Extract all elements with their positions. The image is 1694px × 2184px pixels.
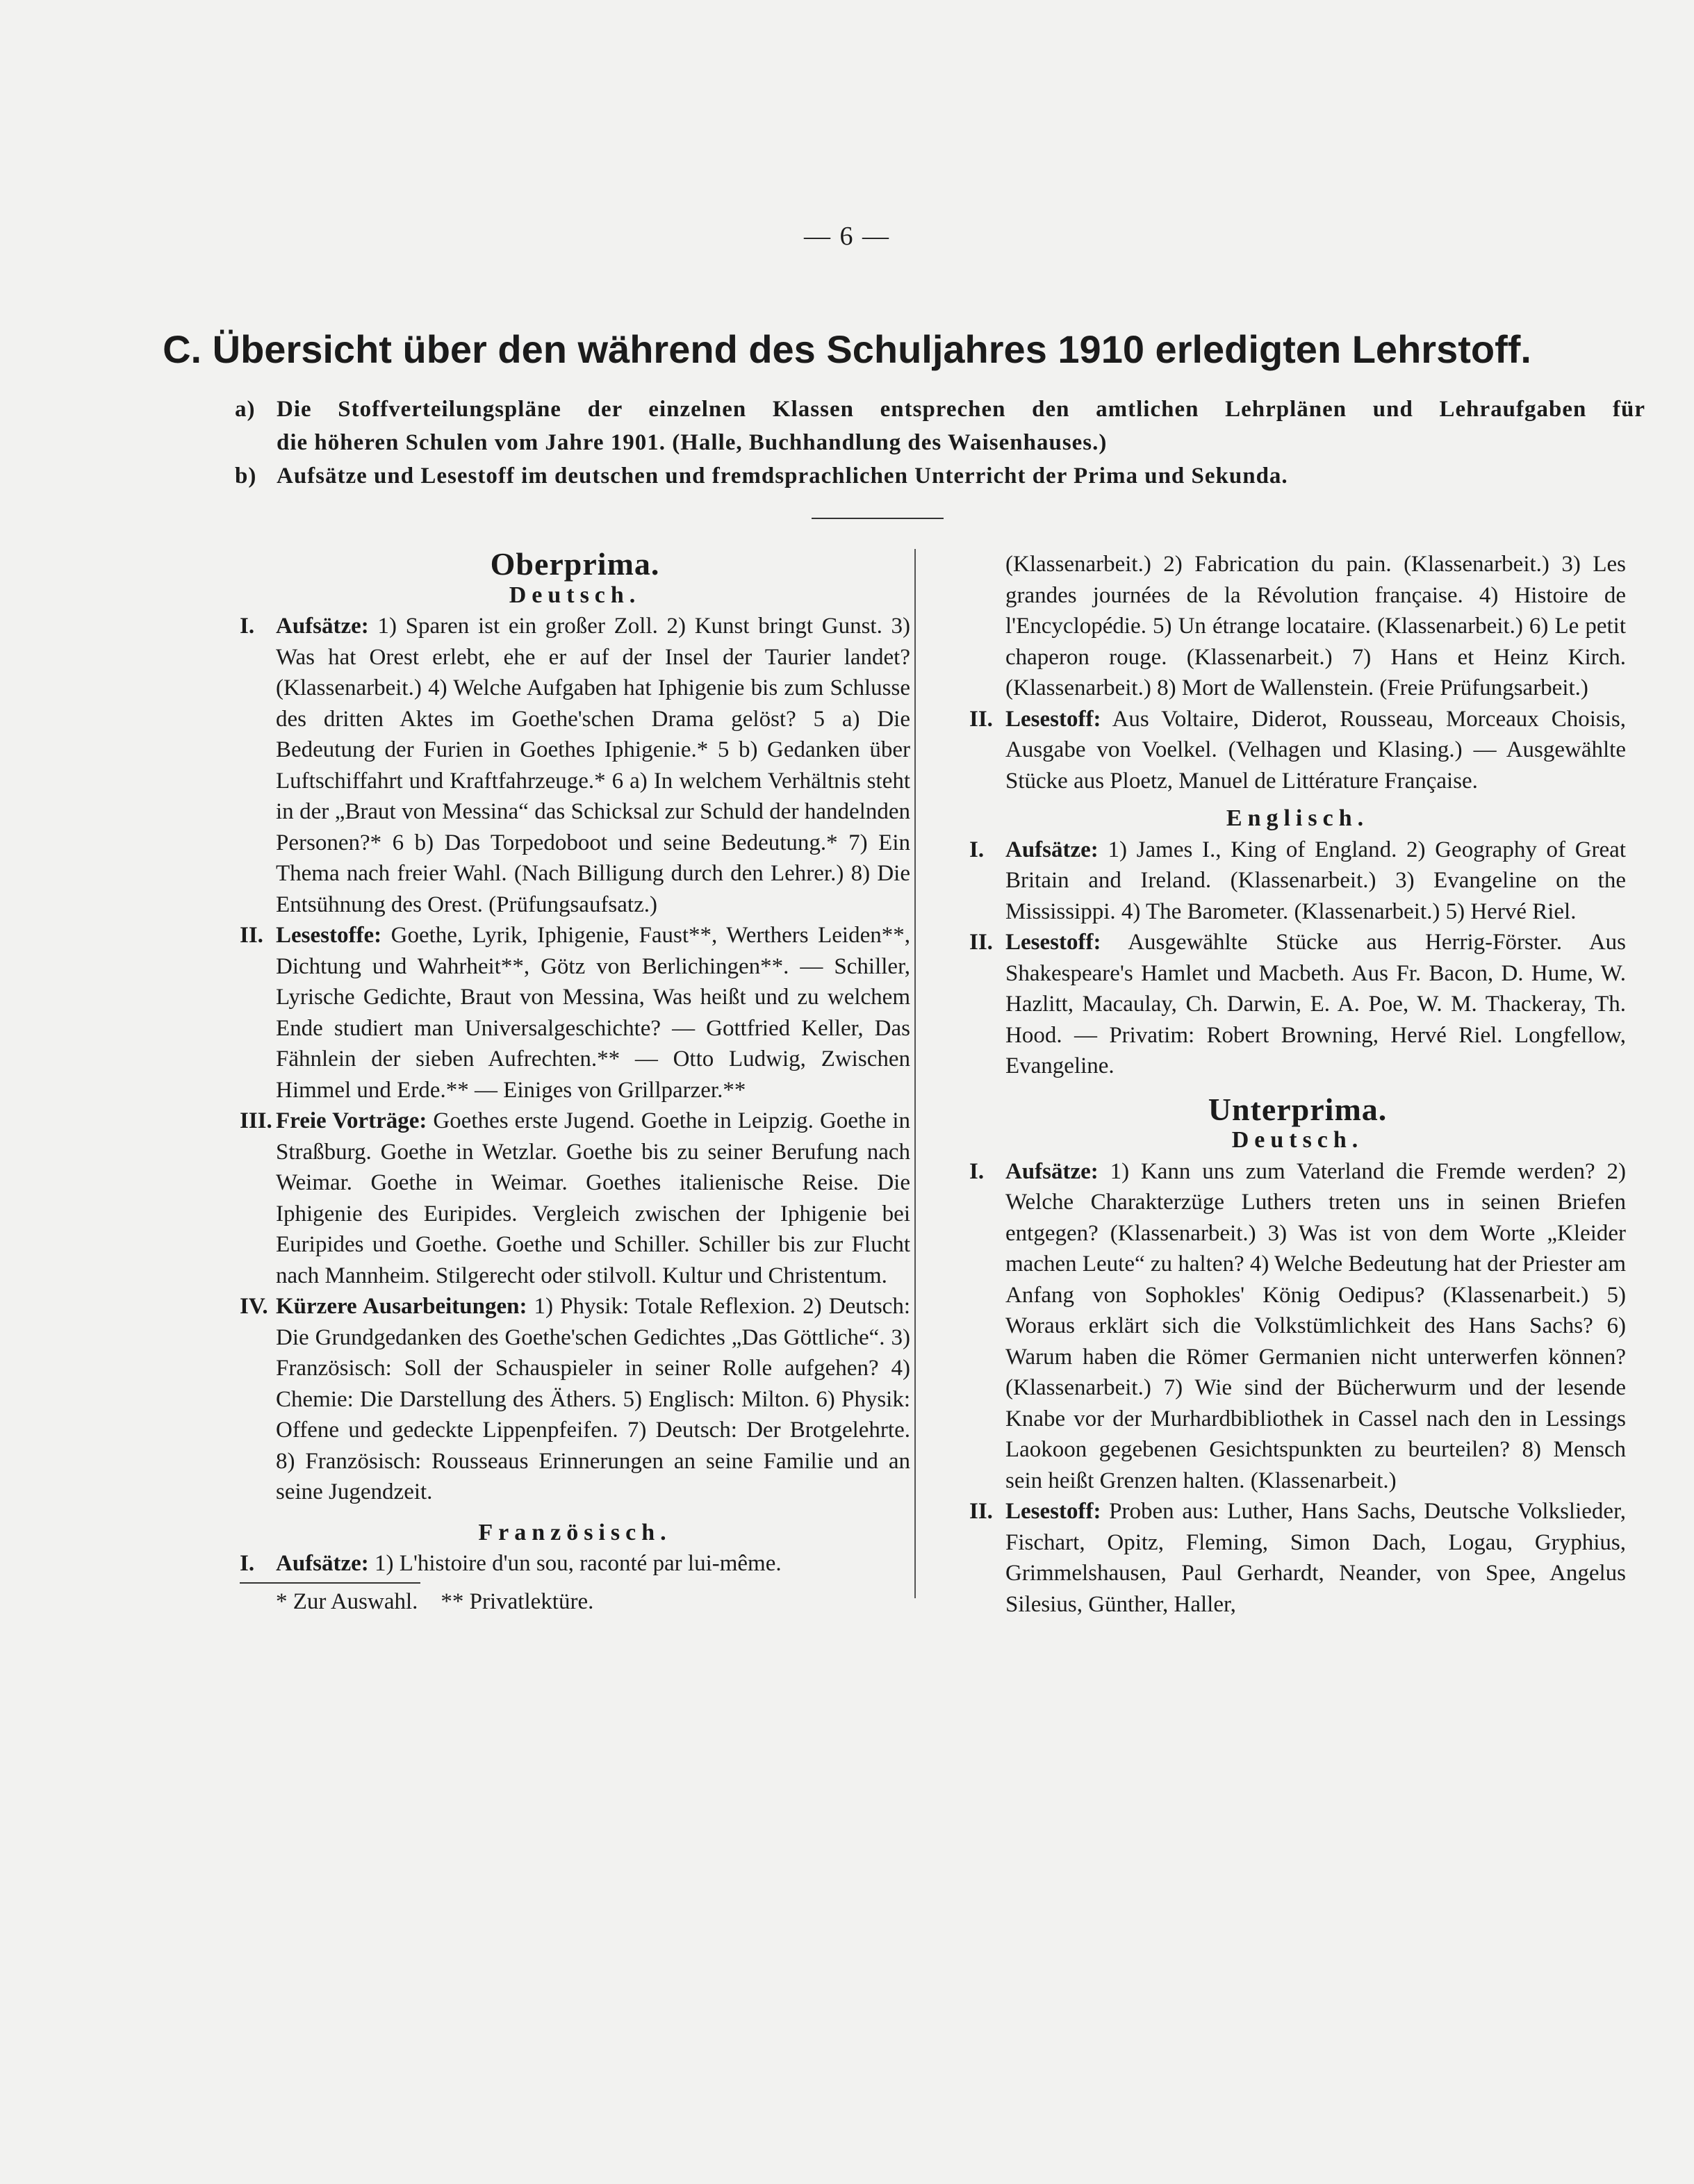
subject-title-franzoesisch: Französisch. [478,1519,672,1545]
entry [969,835,1626,928]
intro-b-text: Aufsätze und Lesestoff im deutschen und fremdsprachlichen Unterricht der Prima und Sekunda. [277,463,1288,488]
entry [240,920,910,1106]
intro-a-label: a) [235,397,256,422]
entry-lead: Aufsätze: [1005,1158,1099,1184]
entry-lead: Freie Vorträge: [276,1108,427,1133]
entry [240,611,910,920]
footnote: * Zur Auswahl. ** Privatlektüre. [276,1588,594,1614]
entry-text: Goethe, Lyrik, Iphigenie, Faust**, Werthers Leiden**, Dichtung und Wahrheit**, Götz von Berlichingen**. — Schiller, Lyrische Gedichte, Braut von Messina, Was heißt und zu welchem Ende studiert man Universalgeschichte? — Gottfried Keller, Das Fähnlein der sieben Aufrechten.** — Otto Ludwig, Zwischen Himmel und Erde.** — Einiges von Grillparzer.** [276,923,910,1103]
entry-number: I. [240,1551,255,1576]
subject-title-deutsch-unterprima: Deutsch. [1231,1127,1364,1153]
intro-block [235,393,1645,493]
intro-a-line1: Die Stoffverteilungspläne der einzelnen Klassen entsprechen den amtlichen Lehrplänen und Lehraufgaben für [277,397,1645,422]
entry-number: IV. [240,1294,268,1319]
page-heading: C. Übersicht über den während des Schuljahres 1910 erledigten Lehrstoff. [163,327,1531,371]
entry-text: 1) Kann uns zum Vaterland die Fremde werden? 2) Welche Charakterzüge Luthers treten uns in seinen Briefen entgegen? (Klassenarbeit.) 3) Was ist von dem Worte „Kleider machen Leute“ zu halten? 4) Welche Bedeutung hat der Priester am Anfang von Sophokles' König Oedipus? (Klassenarbeit.) 5) Woraus erklärt sich die Volkstümlichkeit des Hans Sachs? 6) Warum haben die Römer Germanien nicht unterwerfen können? (Klassenarbeit.) 7) Wie sind der Bücherwurm und der lesende Knabe vor der Murhardbibliothek in Cassel nach den in Lessings Laokoon gegebenen Gesichtspunkten zu beurteilen? 8) Mensch sein heißt Grenzen halten. (Klassenarbeit.) [1005,1158,1626,1493]
entry-number: II. [240,923,263,948]
right-franz-list [969,704,1626,797]
entry-text: 1) Physik: Totale Reflexion. 2) Deutsch: Die Grundgedanken des Goethe'schen Gedichtes „Das Göttliche“. 3) Französisch: Soll der Schauspieler in seiner Rolle aufgehen? 4) Chemie: Die Darstellung des Äthers. 5) Englisch: Milton. 6) Physik: Offene und gedeckte Lippenpfeifen. 7) Deutsch: Der Brotgelehrte. 8) Französisch: Rousseaus Erinnerungen an seine Familie und an seine Jugendzeit. [276,1294,910,1504]
entry-text: 1) Sparen ist ein großer Zoll. 2) Kunst bringt Gunst. 3) Was hat Orest erlebt, ehe er auf der Insel der Taurier landet? (Klassenarbeit.) 4) Welche Aufgaben hat Iphigenie bis zum Schlusse des dritten Aktes im Goethe'schen Drama gelöst? 5 a) Die Bedeutung der Furien in Goethes Iphigenie.* 5 b) Gedanken über Luftschiffahrt und Kraftfahrzeuge.* 6 a) In welchem Verhältnis steht in der „Braut von Messina“ das Schicksal zur Schuld der handelnden Personen?* 6 b) Das Torpedoboot und seine Bedeutung.* 7) Ein Thema nach freier Wahl. (Nach Billigung durch den Lehrer.) 8) Die Entsühnung des Orest. (Prüfungsaufsatz.) [276,614,910,917]
right-column [969,549,1626,1620]
entry [969,704,1626,797]
entry-number: II. [969,1499,993,1524]
entry-lead: Lesestoff: [1005,706,1101,732]
section-title-oberprima: Oberprima. [490,546,660,582]
franz-continuation-text: (Klassenarbeit.) 2) Fabrication du pain. (Klassenarbeit.) 3) Les grandes journées de la Révolution française. 4) Histoire de l'Encyclopédie. 5) Un étrange locataire. (Klassenarbeit.) 6) Le petit chaperon rouge. (Klassenarbeit.) 7) Hans et Heinz Kirch. (Klassenarbeit.) 8) Mort de Wallenstein. (Freie Prüfungsarbeit.) [1005,552,1626,700]
entry-number: II. [969,930,993,955]
subject-title-deutsch: Deutsch. [509,582,641,608]
footnote-rule [240,1582,420,1584]
right-englisch-list [969,835,1626,1082]
column-divider [914,549,916,1598]
intro-b-label: b) [235,463,257,488]
right-deutsch-list [969,1156,1626,1620]
entry-lead: Lesestoff: [1005,1499,1101,1524]
entry-number: I. [969,837,985,862]
intro-a-line2: die höheren Schulen vom Jahre 1901. (Halle, Buchhandlung des Waisenhauses.) [277,430,1108,455]
entry-text: 1) L'histoire d'un sou, raconté par lui-même. [368,1551,782,1576]
entry-lead: Kürzere Ausarbeitungen: [276,1294,527,1319]
entry [240,1548,910,1579]
entry-text: Goethes erste Jugend. Goethe in Leipzig. Goethe in Straßburg. Goethe in Wetzlar. Goethe bis zu seiner Berufung nach Weimar. Goethe in Weimar. Goethes italienische Reise. Die Iphigenie des Euripides. Vergleich zwischen der Iphigenie bei Euripides und Goethe. Goethe und Schiller. Schiller bis zur Flucht nach Mannheim. Stilgerecht oder stilvoll. Kultur und Christentum. [276,1108,910,1288]
entry [969,1496,1626,1620]
entry-number: II. [969,706,993,732]
entry-number: I. [240,614,255,639]
entry-text: Ausgewählte Stücke aus Herrig-Förster. Aus Shakespeare's Hamlet und Macbeth. Aus Fr. Bacon, D. Hume, W. Hazlitt, Macaulay, Ch. Darwin, E. A. Poe, W. M. Thackeray, Th. Hood. — Privatim: Robert Browning, Hervé Riel. Longfellow, Evangeline. [1005,930,1626,1078]
entry [969,927,1626,1082]
subject-title-englisch: Englisch. [1226,805,1370,831]
entry-lead: Aufsätze: [276,1551,369,1576]
entry-text: Aus Voltaire, Diderot, Rousseau, Morceaux Choisis, Ausgabe von Voelkel. (Velhagen und Klasing.) — Ausgewählte Stücke aus Ploetz, Manuel de Littérature Française. [1005,706,1626,794]
page-number: — 6 — [804,222,890,251]
entry [240,1106,910,1291]
intro-item-b [235,459,1645,493]
section-title-unterprima: Unterprima. [1208,1091,1388,1127]
entry-number: III. [240,1108,272,1133]
left-column [240,546,910,1617]
intro-item-a [235,393,1645,459]
entry-text: 1) James I., King of England. 2) Geography of Great Britain and Ireland. (Klassenarbeit.) 3) Evangeline on the Mississippi. 4) The Barometer. (Klassenarbeit.) 5) Hervé Riel. [1005,837,1626,924]
entry-number: I. [969,1158,985,1184]
left-deutsch-list [240,611,910,1508]
entry-lead: Aufsätze: [276,614,369,639]
left-franz-list [240,1548,910,1579]
divider-rule [812,518,944,519]
franz-continuation [969,549,1626,704]
entry [240,1291,910,1508]
entry-lead: Aufsätze: [1005,837,1099,862]
entry-text: Proben aus: Luther, Hans Sachs, Deutsche Volkslieder, Fischart, Opitz, Fleming, Simon Dach, Logau, Gryphius, Grimmelshausen, Paul Gerhardt, Neander, von Spee, Angelus Silesius, Günther, Haller, [1005,1499,1626,1617]
entry-lead: Lesestoffe: [276,923,382,948]
entry-lead: Lesestoff: [1005,930,1101,955]
entry [969,1156,1626,1497]
